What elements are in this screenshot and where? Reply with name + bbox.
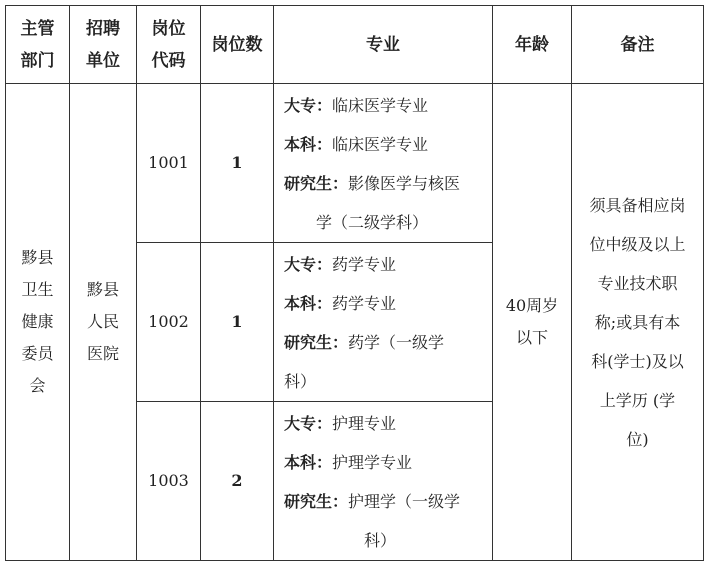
- header-unit: 招聘 单位: [70, 6, 137, 84]
- major-cell: 大专：护理专业 本科：护理学专业 研究生：护理学（一级学 科）: [274, 402, 493, 561]
- header-age: 年龄: [493, 6, 572, 84]
- header-note: 备注: [572, 6, 704, 84]
- header-major: 专业: [274, 6, 493, 84]
- header-dept: 主管 部门: [6, 6, 70, 84]
- dept-cell: 黟县 卫生 健康 委员 会: [6, 84, 70, 561]
- header-code: 岗位 代码: [137, 6, 201, 84]
- header-row: [6, 6, 704, 84]
- table-row: [6, 84, 704, 243]
- position-count: 2: [201, 402, 274, 561]
- position-code: 1002: [137, 243, 201, 402]
- major-cell: 大专：药学专业 本科：药学专业 研究生：药学（一级学 科）: [274, 243, 493, 402]
- position-count: 1: [201, 84, 274, 243]
- recruitment-table: [5, 5, 704, 561]
- age-cell: 40周岁 以下: [493, 84, 572, 561]
- position-code: 1003: [137, 402, 201, 561]
- note-cell: 须具备相应岗 位中级及以上 专业技术职 称;或具有本 科(学士)及以 上学历 (学 位): [572, 84, 704, 561]
- position-count: 1: [201, 243, 274, 402]
- major-cell: 大专：临床医学专业 本科：临床医学专业 研究生：影像医学与核医 学（二级学科）: [274, 84, 493, 243]
- header-count: 岗位数: [201, 6, 274, 84]
- unit-cell: 黟县 人民 医院: [70, 84, 137, 561]
- position-code: 1001: [137, 84, 201, 243]
